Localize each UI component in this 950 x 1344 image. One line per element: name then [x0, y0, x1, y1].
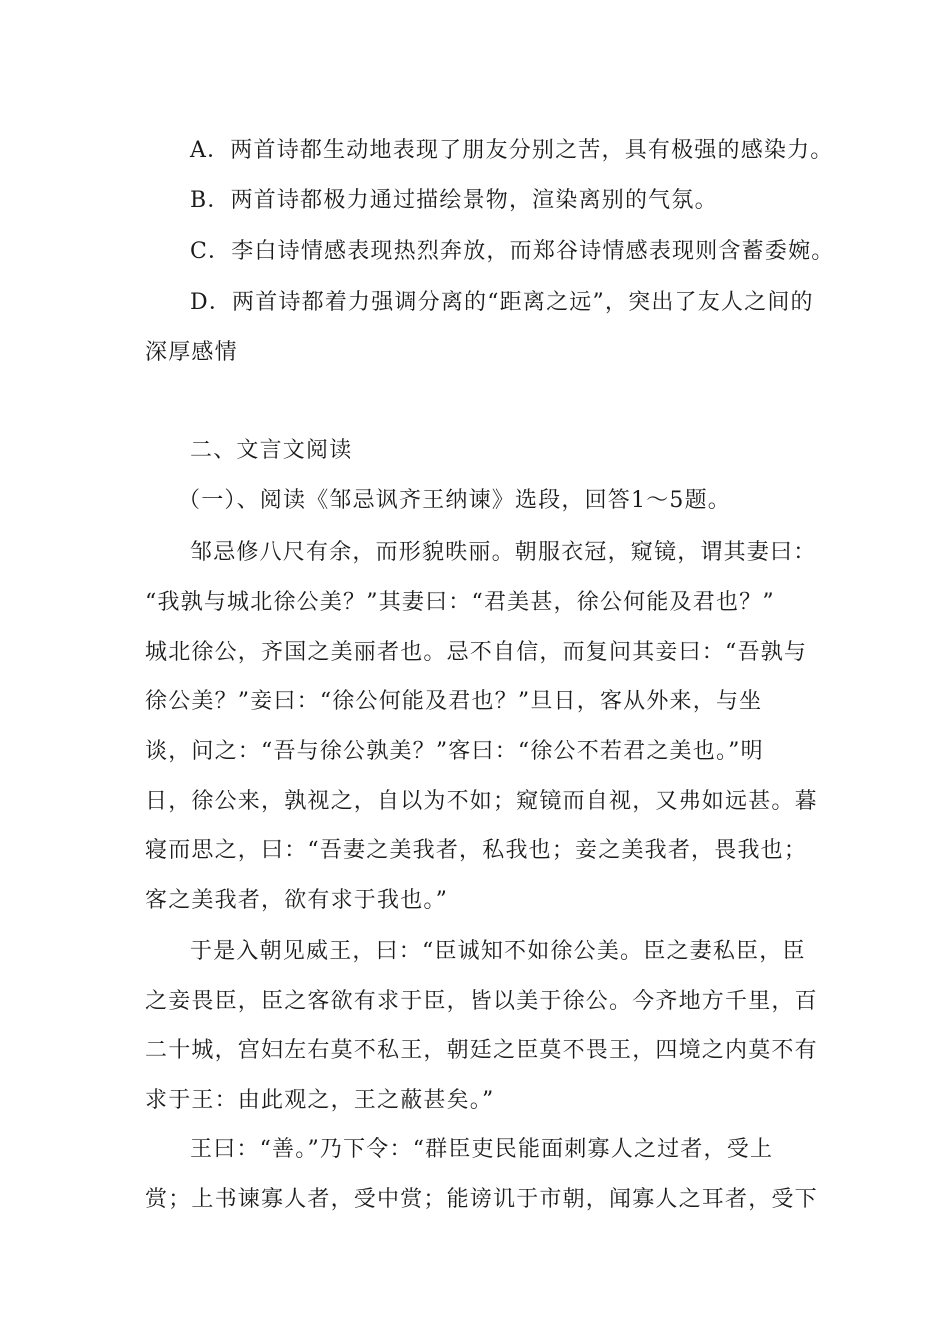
paragraph-line: 邹忌修八尺有余，而形貌昳丽。朝服衣冠，窥镜，谓其妻曰： — [190, 540, 817, 565]
option-d: D．两首诗都着力强调分离的“距离之远”，突出了友人之间的 — [190, 290, 814, 315]
paragraph-line: 王曰：“善。”乃下令：“群臣吏民能面刺寡人之过者，受上 — [190, 1137, 774, 1162]
section-title: 二、文言文阅读 — [190, 438, 353, 463]
paragraph-line: 客之美我者，欲有求于我也。” — [145, 888, 449, 913]
paragraph-line: 寝而思之，曰：“吾妻之美我者，私我也；妾之美我者，畏我也； — [145, 838, 808, 863]
paragraph-line: “我孰与城北徐公美？”其妻曰：“君美甚，徐公何能及君也？” — [145, 590, 775, 615]
option-b: B．两首诗都极力通过描绘景物，渲染离别的气氛。 — [190, 188, 718, 213]
paragraph-line: 于是入朝见威王，曰：“臣诚知不如徐公美。臣之妻私臣，臣 — [190, 939, 806, 964]
subsection-title: （一）、阅读《邹忌讽齐王纳谏》选段，回答1～5题。 — [178, 488, 731, 513]
paragraph-line: 二十城，宫妇左右莫不私王，朝廷之臣莫不畏王，四境之内莫不有 — [145, 1038, 818, 1063]
option-c: C．李白诗情感表现热烈奔放，而郑谷诗情感表现则含蓄委婉。 — [190, 239, 835, 264]
paragraph-line: 赏；上书谏寡人者，受中赏；能谤讥于市朝，闻寡人之耳者，受下 — [145, 1187, 818, 1212]
option-d-continued: 深厚感情 — [145, 340, 238, 365]
paragraph-line: 日，徐公来，孰视之，自以为不如；窥镜而自视，又弗如远甚。暮 — [145, 789, 818, 814]
paragraph-line: 谈，问之：“吾与徐公孰美？”客曰：“徐公不若君之美也。”明 — [145, 739, 764, 764]
paragraph-line: 求于王：由此观之，王之蔽甚矣。” — [145, 1088, 495, 1113]
option-a: A．两首诗都生动地表现了朋友分别之苦，具有极强的感染力。 — [190, 138, 834, 163]
paragraph-line: 城北徐公，齐国之美丽者也。忌不自信，而复问其妾曰：“吾孰与 — [145, 640, 808, 665]
paragraph-line: 之妾畏臣，臣之客欲有求于臣，皆以美于徐公。今齐地方千里，百 — [145, 989, 818, 1014]
paragraph-line: 徐公美？”妾曰：“徐公何能及君也？”旦日，客从外来，与坐 — [145, 689, 763, 714]
